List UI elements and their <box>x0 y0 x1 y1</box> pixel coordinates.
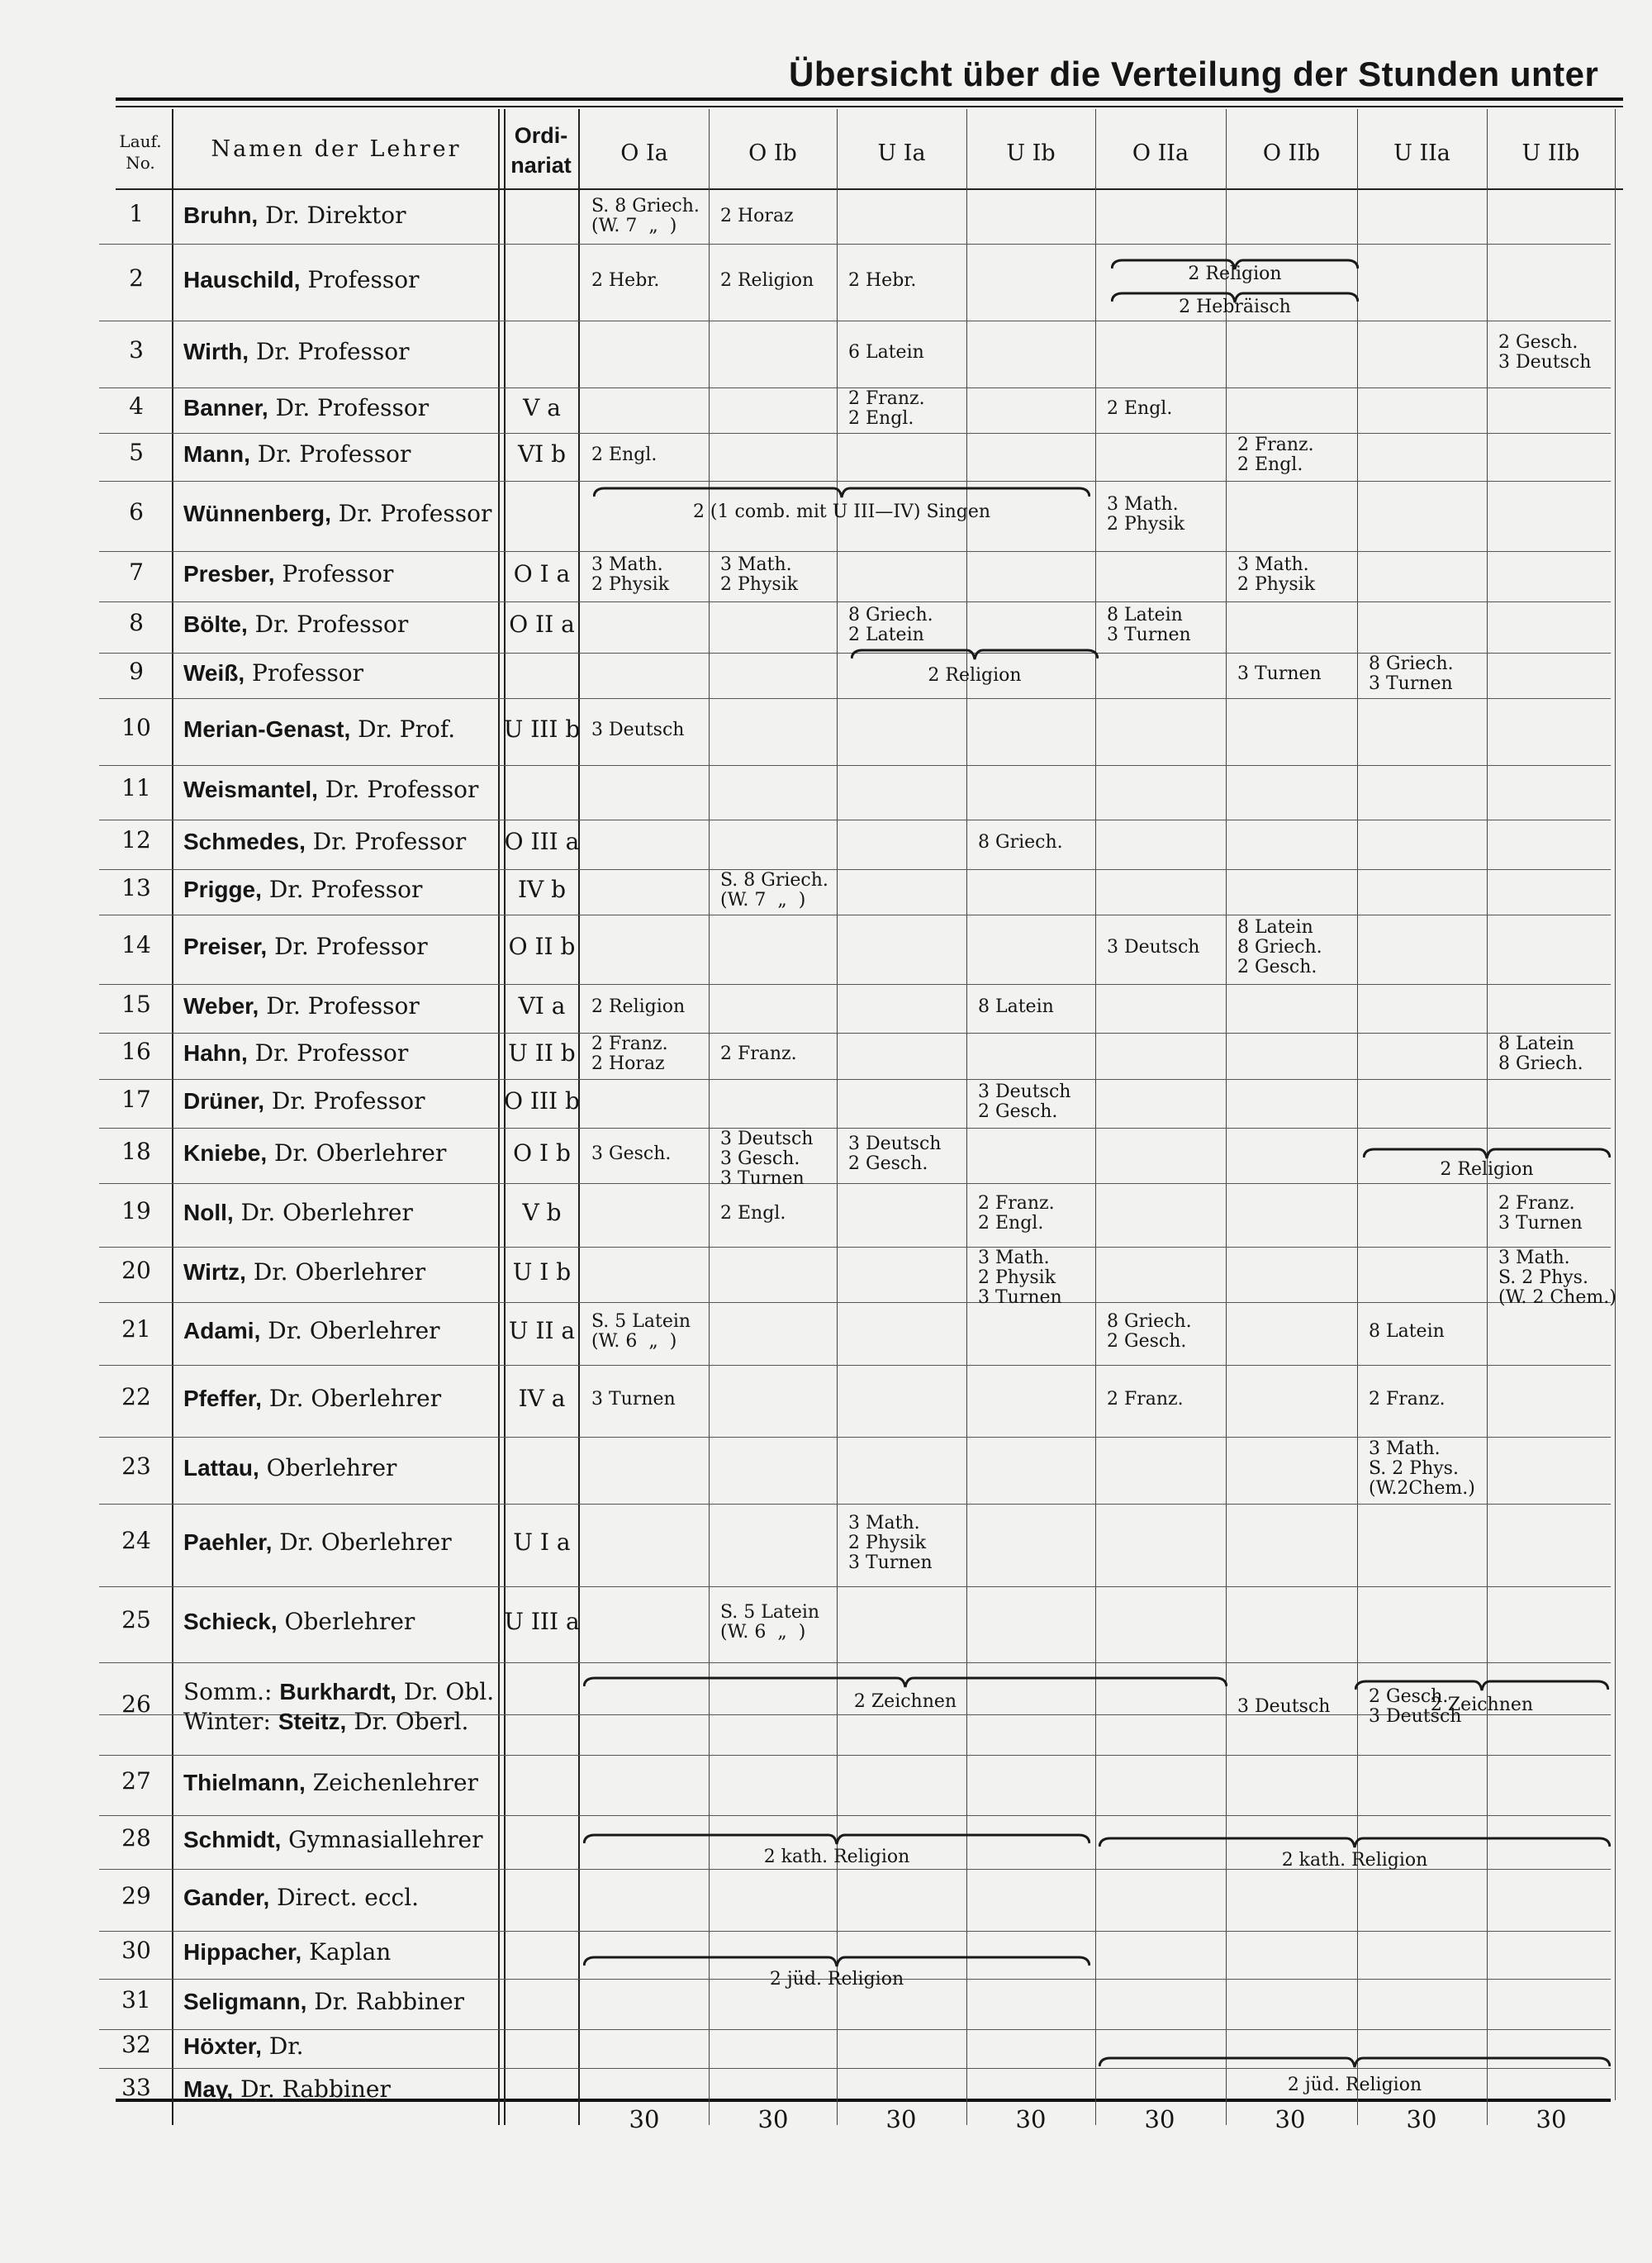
row-number: 6 <box>129 497 144 525</box>
class-col-divider <box>966 109 967 2125</box>
subject-cell: 3 Deutsch 3 Gesch. 3 Turnen <box>720 1129 814 1189</box>
combined-class-label: 2 jüd. Religion <box>1287 2075 1422 2095</box>
teacher-title: Dr. Direktor <box>258 201 406 229</box>
subject-cell: 3 Deutsch 2 Gesch. <box>978 1081 1071 1122</box>
subject-cell: 8 Latein <box>978 996 1054 1017</box>
column-total: 30 <box>757 2105 789 2133</box>
teacher-surname: Schmidt, <box>183 1826 282 1852</box>
teacher-title: Professor <box>274 559 394 587</box>
brace-shape <box>583 1955 1090 1968</box>
row-number: 31 <box>121 1985 151 2013</box>
subject-cell: 3 Gesch. <box>591 1143 672 1164</box>
header-bottom-rule <box>116 188 1623 190</box>
teacher-name <box>183 560 393 587</box>
teacher-surname: Kniebe, <box>183 1139 268 1166</box>
header-no-label: No. <box>126 153 155 173</box>
subject-cell: 2 Franz. 2 Engl. <box>1237 435 1314 475</box>
top-rule-thin <box>116 106 1623 107</box>
row-number: 1 <box>129 199 144 227</box>
teacher-name <box>183 1677 494 1737</box>
subject-cell: S. 5 Latein (W. 6 „ ) <box>591 1311 691 1352</box>
combined-class-brace <box>593 486 1090 499</box>
class-header: O IIb <box>1262 140 1321 166</box>
teacher-name <box>183 1884 419 1911</box>
ordinariat-class: O III a <box>504 828 580 855</box>
row-separator <box>99 1365 1611 1366</box>
teacher-title: Dr. Professor <box>259 991 420 1020</box>
teacher-title: Dr. Oberlehrer <box>233 1198 413 1226</box>
teacher-title: Dr. Prof. <box>350 715 456 743</box>
ordinariat-class: O II b <box>508 933 576 960</box>
combined-class-brace <box>583 1955 1090 1968</box>
ordinariat-class: O III b <box>504 1086 580 1115</box>
row-separator <box>99 1128 1611 1129</box>
subject-cell: 2 Religion <box>720 269 814 291</box>
row-separator <box>99 1586 1611 1587</box>
teacher-name <box>183 2075 391 2103</box>
ordinariat-class: U II a <box>508 1317 576 1344</box>
subject-cell: 3 Math. 2 Physik <box>1107 493 1185 535</box>
class-col-divider <box>1095 109 1096 2125</box>
teacher-title: Professor <box>244 658 364 687</box>
row-number: 29 <box>121 1881 151 1909</box>
teacher-surname: Gander, <box>183 1884 270 1910</box>
teacher-title: Dr. Professor <box>247 611 409 638</box>
teacher-title: Dr. Professor <box>249 440 411 468</box>
row-number: 5 <box>129 439 144 466</box>
teacher-name <box>183 2032 304 2060</box>
teacher-name <box>183 1199 413 1226</box>
teacher-surname: Hippacher, <box>183 1939 302 1965</box>
row-separator <box>99 1437 1611 1438</box>
teacher-surname: Bruhn, <box>183 202 259 228</box>
subject-cell: 2 Franz. <box>1107 1388 1184 1410</box>
season-label: Somm.: <box>183 1678 280 1705</box>
subject-cell: 2 Gesch. 3 Deutsch <box>1369 1686 1462 1727</box>
teacher-name <box>183 1938 391 1966</box>
teacher-title: Dr. Oberlehrer <box>261 1384 442 1412</box>
combined-class-label: 2 kath. Religion <box>1281 1850 1428 1871</box>
teacher-name <box>183 1454 396 1481</box>
ordinariat-class: V b <box>522 1198 562 1226</box>
row-separator <box>99 1755 1611 1756</box>
column-total: 30 <box>1406 2105 1437 2133</box>
row-number: 32 <box>121 2030 151 2058</box>
teacher-title: Dr. Professor <box>268 393 430 421</box>
ordinariat-class: U III b <box>503 715 581 743</box>
teacher-surname: Mann, <box>183 441 250 467</box>
teacher-name <box>183 1317 440 1344</box>
ordinariat-class: O II a <box>509 611 575 638</box>
row-number: 23 <box>121 1452 151 1480</box>
row-number: 12 <box>121 826 151 853</box>
row-number: 11 <box>121 774 151 801</box>
teacher-surname: Adami, <box>183 1318 261 1343</box>
row-separator <box>99 765 1611 766</box>
subject-cell: 3 Math. 2 Physik 3 Turnen <box>848 1513 933 1573</box>
row-number: 2 <box>129 264 144 292</box>
class-header: O IIa <box>1132 140 1189 166</box>
teacher-name <box>183 338 410 365</box>
subject-cell: 2 Engl. <box>591 445 657 465</box>
column-total: 30 <box>1275 2105 1306 2133</box>
combined-class-label: 2 jüd. Religion <box>769 1969 904 1990</box>
class-col-divider <box>1615 109 1616 2100</box>
ordinariat-class: VI a <box>518 991 566 1020</box>
teacher-title: Dr. Professor <box>261 875 423 903</box>
teacher-surname: Noll, <box>183 1199 234 1225</box>
teacher-title: Dr. Oberlehrer <box>267 1139 447 1167</box>
teacher-title: Dr. Professor <box>264 1086 425 1115</box>
top-rule <box>116 97 1623 101</box>
teacher-surname: Preiser, <box>183 934 268 959</box>
row-number: 33 <box>121 2073 151 2101</box>
combined-class-label: 2 Hebräisch <box>1179 297 1291 317</box>
subject-cell: 3 Deutsch <box>1237 1696 1331 1717</box>
row-separator <box>99 244 1611 245</box>
brace-shape <box>583 1676 1227 1689</box>
teacher-surname: Steitz, <box>278 1709 347 1734</box>
subject-cell: 6 Latein <box>848 341 924 363</box>
teacher-name <box>183 1258 425 1286</box>
teacher-surname: Bölte, <box>183 611 248 637</box>
teacher-name-winter <box>183 1707 494 1737</box>
ordinariat-class: U I a <box>513 1528 571 1556</box>
class-header: U Ib <box>1006 140 1056 166</box>
subject-cell: 2 Religion <box>591 996 686 1017</box>
ordinariat-class: IV a <box>518 1384 566 1412</box>
ordinariat-class: U II b <box>508 1039 576 1067</box>
row-number: 22 <box>121 1382 151 1410</box>
teacher-surname: Höxter, <box>183 2032 262 2059</box>
class-col-divider <box>837 109 838 2125</box>
row-number: 9 <box>129 657 144 685</box>
class-header: U Ia <box>877 140 926 166</box>
teacher-surname: Hahn, <box>183 1040 248 1066</box>
header-ord-line1: Ordi- <box>514 123 568 148</box>
row-number: 20 <box>121 1256 151 1284</box>
teacher-surname: Drüner, <box>183 1087 265 1114</box>
teacher-name <box>183 1039 408 1067</box>
subject-cell: 2 Engl. <box>720 1202 786 1224</box>
teacher-name <box>183 440 411 468</box>
teacher-name <box>183 1769 478 1796</box>
subject-cell: 2 Engl. <box>1107 397 1173 419</box>
subject-cell: 2 Horaz <box>720 205 794 226</box>
combined-class-label: 2 Religion <box>928 665 1022 686</box>
subject-cell: 2 Hebr. <box>591 269 660 291</box>
teacher-name <box>183 716 455 743</box>
teacher-title: Dr. Oberlehrer <box>245 1257 426 1286</box>
ordinariat-class: O I a <box>513 559 571 587</box>
combined-class-brace <box>1355 1679 1609 1692</box>
page-title: Übersicht über die Verteilung der Stunden unter <box>789 55 1599 93</box>
brace-shape <box>583 1833 1090 1846</box>
teacher-surname: Lattau, <box>183 1454 259 1481</box>
subject-cell: 3 Math. 2 Physik <box>591 554 670 595</box>
row-separator <box>99 1033 1611 1034</box>
row-separator <box>99 1662 1611 1663</box>
row-separator <box>99 698 1611 699</box>
subject-cell: 3 Deutsch <box>1107 937 1200 958</box>
combined-class-brace <box>1099 2056 1611 2069</box>
row-number: 15 <box>121 990 151 1018</box>
combined-class-brace <box>583 1833 1090 1846</box>
row-number: 28 <box>121 1823 151 1852</box>
class-header: O Ib <box>748 140 797 166</box>
teacher-title: Dr. Oberlehrer <box>260 1317 440 1344</box>
teacher-name <box>183 1826 482 1853</box>
subject-cell: 2 Franz. <box>1369 1388 1446 1410</box>
class-col-divider <box>1357 109 1358 2125</box>
class-col-divider <box>1487 109 1488 2125</box>
teacher-title: Dr. Oberlehrer <box>272 1528 452 1556</box>
teacher-surname: Paehler, <box>183 1529 273 1555</box>
subject-cell: 8 Griech. 2 Latein <box>848 605 933 645</box>
subject-cell: 8 Griech. 2 Gesch. <box>1107 1311 1192 1352</box>
teacher-name <box>183 1087 425 1115</box>
row-separator <box>99 1183 1611 1184</box>
teacher-title: Dr. Professor <box>330 499 492 527</box>
brace-shape <box>1355 1679 1609 1692</box>
teacher-title: Dr. Oberl. <box>346 1708 469 1735</box>
subject-cell: 8 Griech. 3 Turnen <box>1369 654 1454 694</box>
teacher-surname: Thielmann, <box>183 1769 306 1795</box>
row-separator <box>99 551 1611 552</box>
teacher-title: Dr. Professor <box>247 1039 409 1067</box>
teacher-name <box>183 500 491 527</box>
subject-cell: 8 Latein <box>1369 1321 1445 1342</box>
row-separator <box>99 433 1611 434</box>
row-separator <box>99 1504 1611 1505</box>
teacher-title: Zeichenlehrer <box>305 1768 478 1796</box>
teacher-name <box>183 1385 441 1412</box>
subject-cell: 3 Math. S. 2 Phys. (W.2Chem.) <box>1369 1438 1475 1499</box>
teacher-surname: Weber, <box>183 992 259 1019</box>
teacher-name <box>183 876 422 903</box>
teacher-surname: Seligmann, <box>183 1988 307 2014</box>
combined-class-brace <box>1099 1836 1611 1849</box>
row-number: 13 <box>121 873 151 901</box>
teacher-surname: Banner, <box>183 394 268 421</box>
teacher-name <box>183 1608 415 1635</box>
ordinariat-class: O I b <box>513 1139 571 1167</box>
row-number: 7 <box>129 558 144 586</box>
teacher-title: Dr. Rabbiner <box>233 2075 391 2103</box>
teacher-title: Oberlehrer <box>277 1608 415 1635</box>
row-number: 24 <box>121 1527 151 1554</box>
teacher-surname: Merian-Genast, <box>183 716 351 742</box>
subject-cell: 8 Latein 8 Griech. <box>1498 1034 1583 1074</box>
class-col-divider <box>709 109 710 2125</box>
subject-cell: S. 8 Griech. (W. 7 „ ) <box>720 870 828 910</box>
teacher-title: Dr. Professor <box>305 828 467 855</box>
combined-class-label: 2 (1 comb. mit U III—IV) Singen <box>692 502 991 522</box>
header-ordinariat <box>506 121 577 180</box>
row-number: 14 <box>121 931 151 958</box>
subject-cell: S. 5 Latein (W. 6 „ ) <box>720 1602 820 1643</box>
teacher-surname: Hauschild, <box>183 266 301 292</box>
header-names: Namen der Lehrer <box>211 136 462 162</box>
row-separator <box>99 1815 1611 1816</box>
subject-cell: 3 Turnen <box>1237 663 1322 684</box>
teacher-name <box>183 202 406 229</box>
teacher-name <box>183 394 429 421</box>
subject-cell: 3 Math. 2 Physik <box>1237 554 1316 595</box>
col-divider-no <box>172 109 173 2125</box>
subject-cell: 8 Latein 8 Griech. 2 Gesch. <box>1237 917 1322 977</box>
row-number: 17 <box>121 1085 151 1113</box>
combined-class-label: 2 Religion <box>1440 1159 1534 1180</box>
teacher-surname: Weismantel, <box>183 777 318 802</box>
row-number: 8 <box>129 609 144 636</box>
teacher-title: Dr. <box>261 2032 304 2060</box>
subject-cell: 3 Math. 2 Physik <box>720 554 799 595</box>
teacher-name <box>183 992 420 1020</box>
row-separator <box>99 984 1611 985</box>
row-number: 27 <box>121 1766 151 1795</box>
class-col-divider <box>1226 109 1227 2125</box>
subject-cell: 2 Hebr. <box>848 269 917 291</box>
row-separator <box>99 1079 1611 1080</box>
row-number: 21 <box>121 1315 151 1343</box>
col-divider-name <box>498 109 500 2125</box>
teacher-name <box>183 659 363 687</box>
combined-class-brace <box>583 1676 1227 1689</box>
column-total: 30 <box>1536 2105 1567 2133</box>
teacher-name <box>183 933 428 960</box>
teacher-surname: Weiß, <box>183 659 245 686</box>
brace-shape <box>851 648 1099 661</box>
teacher-name <box>183 611 408 638</box>
teacher-title: Dr. Obl. <box>396 1678 495 1705</box>
brace-shape <box>1363 1147 1611 1160</box>
combined-class-label: 2 kath. Religion <box>763 1847 910 1867</box>
combined-class-brace <box>851 648 1099 661</box>
subject-cell: 2 Franz. 2 Engl. <box>978 1192 1055 1234</box>
row-number: 26 <box>121 1690 151 1718</box>
row-number: 19 <box>121 1196 151 1224</box>
row-separator <box>99 1931 1611 1932</box>
column-total: 30 <box>1144 2105 1175 2133</box>
teacher-surname: Schieck, <box>183 1609 278 1634</box>
subject-cell: 2 Franz. 3 Turnen <box>1498 1192 1583 1234</box>
class-header: U IIa <box>1393 140 1450 166</box>
ordinariat-class: VI b <box>517 440 567 468</box>
teacher-surname: Schmedes, <box>183 829 306 854</box>
combined-class-brace <box>1363 1147 1611 1160</box>
header-ord-line2: nariat <box>510 153 572 178</box>
teacher-name <box>183 1139 446 1167</box>
teacher-title: Dr. Professor <box>249 337 410 365</box>
row-number: 16 <box>121 1038 151 1065</box>
class-header: U IIb <box>1521 140 1580 166</box>
teacher-surname: Burkhardt, <box>279 1679 396 1704</box>
row-separator <box>99 869 1611 870</box>
subject-cell: S. 8 Griech. (W. 7 „ ) <box>591 195 700 236</box>
header-lauf-label: Lauf. <box>119 131 162 151</box>
season-label: Winter: <box>183 1708 278 1735</box>
teacher-name <box>183 776 478 803</box>
teacher-surname: Wirtz, <box>183 1258 246 1285</box>
teacher-title: Oberlehrer <box>259 1453 397 1481</box>
subject-cell: 3 Deutsch <box>591 719 685 740</box>
row-separator <box>99 2029 1611 2030</box>
column-total: 30 <box>1015 2105 1047 2133</box>
row-number: 18 <box>121 1137 151 1165</box>
subject-cell: 3 Turnen <box>591 1388 676 1410</box>
teacher-title: Professor <box>300 265 420 293</box>
ordinariat-class: U III a <box>504 1608 580 1635</box>
ordinariat-class: V a <box>523 393 561 421</box>
row-number: 3 <box>129 335 144 364</box>
subject-cell: 8 Latein 3 Turnen <box>1107 605 1191 645</box>
row-separator <box>99 1247 1611 1248</box>
teacher-name <box>183 828 466 855</box>
ordinariat-class: U I b <box>512 1257 572 1286</box>
teacher-surname: Prigge, <box>183 876 262 902</box>
row-number: 25 <box>121 1606 151 1633</box>
subject-cell: 2 Franz. <box>720 1044 797 1064</box>
teacher-surname: Pfeffer, <box>183 1385 262 1411</box>
subject-cell: 2 Franz. 2 Engl. <box>848 388 925 429</box>
subject-cell: 3 Deutsch 2 Gesch. <box>848 1133 942 1174</box>
row-separator <box>99 601 1611 602</box>
teacher-title: Dr. Professor <box>267 933 428 960</box>
combined-class-label: 2 Zeichnen <box>1430 1695 1534 1715</box>
teacher-surname: Wirth, <box>183 338 249 364</box>
brace-shape <box>593 486 1090 499</box>
column-total: 30 <box>629 2105 660 2133</box>
teacher-title: Gymnasiallehrer <box>281 1825 483 1853</box>
subject-cell: 2 Gesch. 3 Deutsch <box>1498 331 1592 373</box>
teacher-title: Dr. Professor <box>317 776 479 803</box>
teacher-surname: Presber, <box>183 560 275 587</box>
teacher-title: Kaplan <box>301 1938 392 1966</box>
row-number: 10 <box>121 713 151 741</box>
teacher-title: Direct. eccl. <box>269 1883 420 1911</box>
column-total: 30 <box>885 2105 917 2133</box>
row-number: 4 <box>129 392 144 420</box>
combined-class-label: 2 Zeichnen <box>853 1691 957 1712</box>
class-header: O Ia <box>620 140 668 166</box>
brace-shape <box>1099 1836 1611 1849</box>
teacher-name <box>183 266 420 293</box>
teacher-name-summer <box>183 1677 494 1707</box>
subject-cell: 3 Math. 2 Physik 3 Turnen <box>978 1248 1062 1308</box>
teacher-surname: Wünnenberg, <box>183 500 331 526</box>
header-lauf-no <box>112 131 169 174</box>
combined-class-label: 2 Religion <box>1188 264 1282 284</box>
teacher-surname: May, <box>183 2075 234 2102</box>
row-number: 30 <box>121 1937 151 1964</box>
teacher-name <box>183 1528 452 1556</box>
subject-cell: 8 Griech. <box>978 832 1063 853</box>
subject-cell: 2 Franz. 2 Horaz <box>591 1034 668 1074</box>
row-separator <box>99 1302 1611 1303</box>
brace-shape <box>1099 2056 1611 2069</box>
teacher-name <box>183 1988 464 2015</box>
subject-cell: 3 Math. S. 2 Phys. (W. 2 Chem.) <box>1498 1248 1616 1308</box>
ordinariat-class: IV b <box>517 875 567 903</box>
teacher-title: Dr. Rabbiner <box>306 1987 465 2015</box>
row-separator <box>99 481 1611 482</box>
